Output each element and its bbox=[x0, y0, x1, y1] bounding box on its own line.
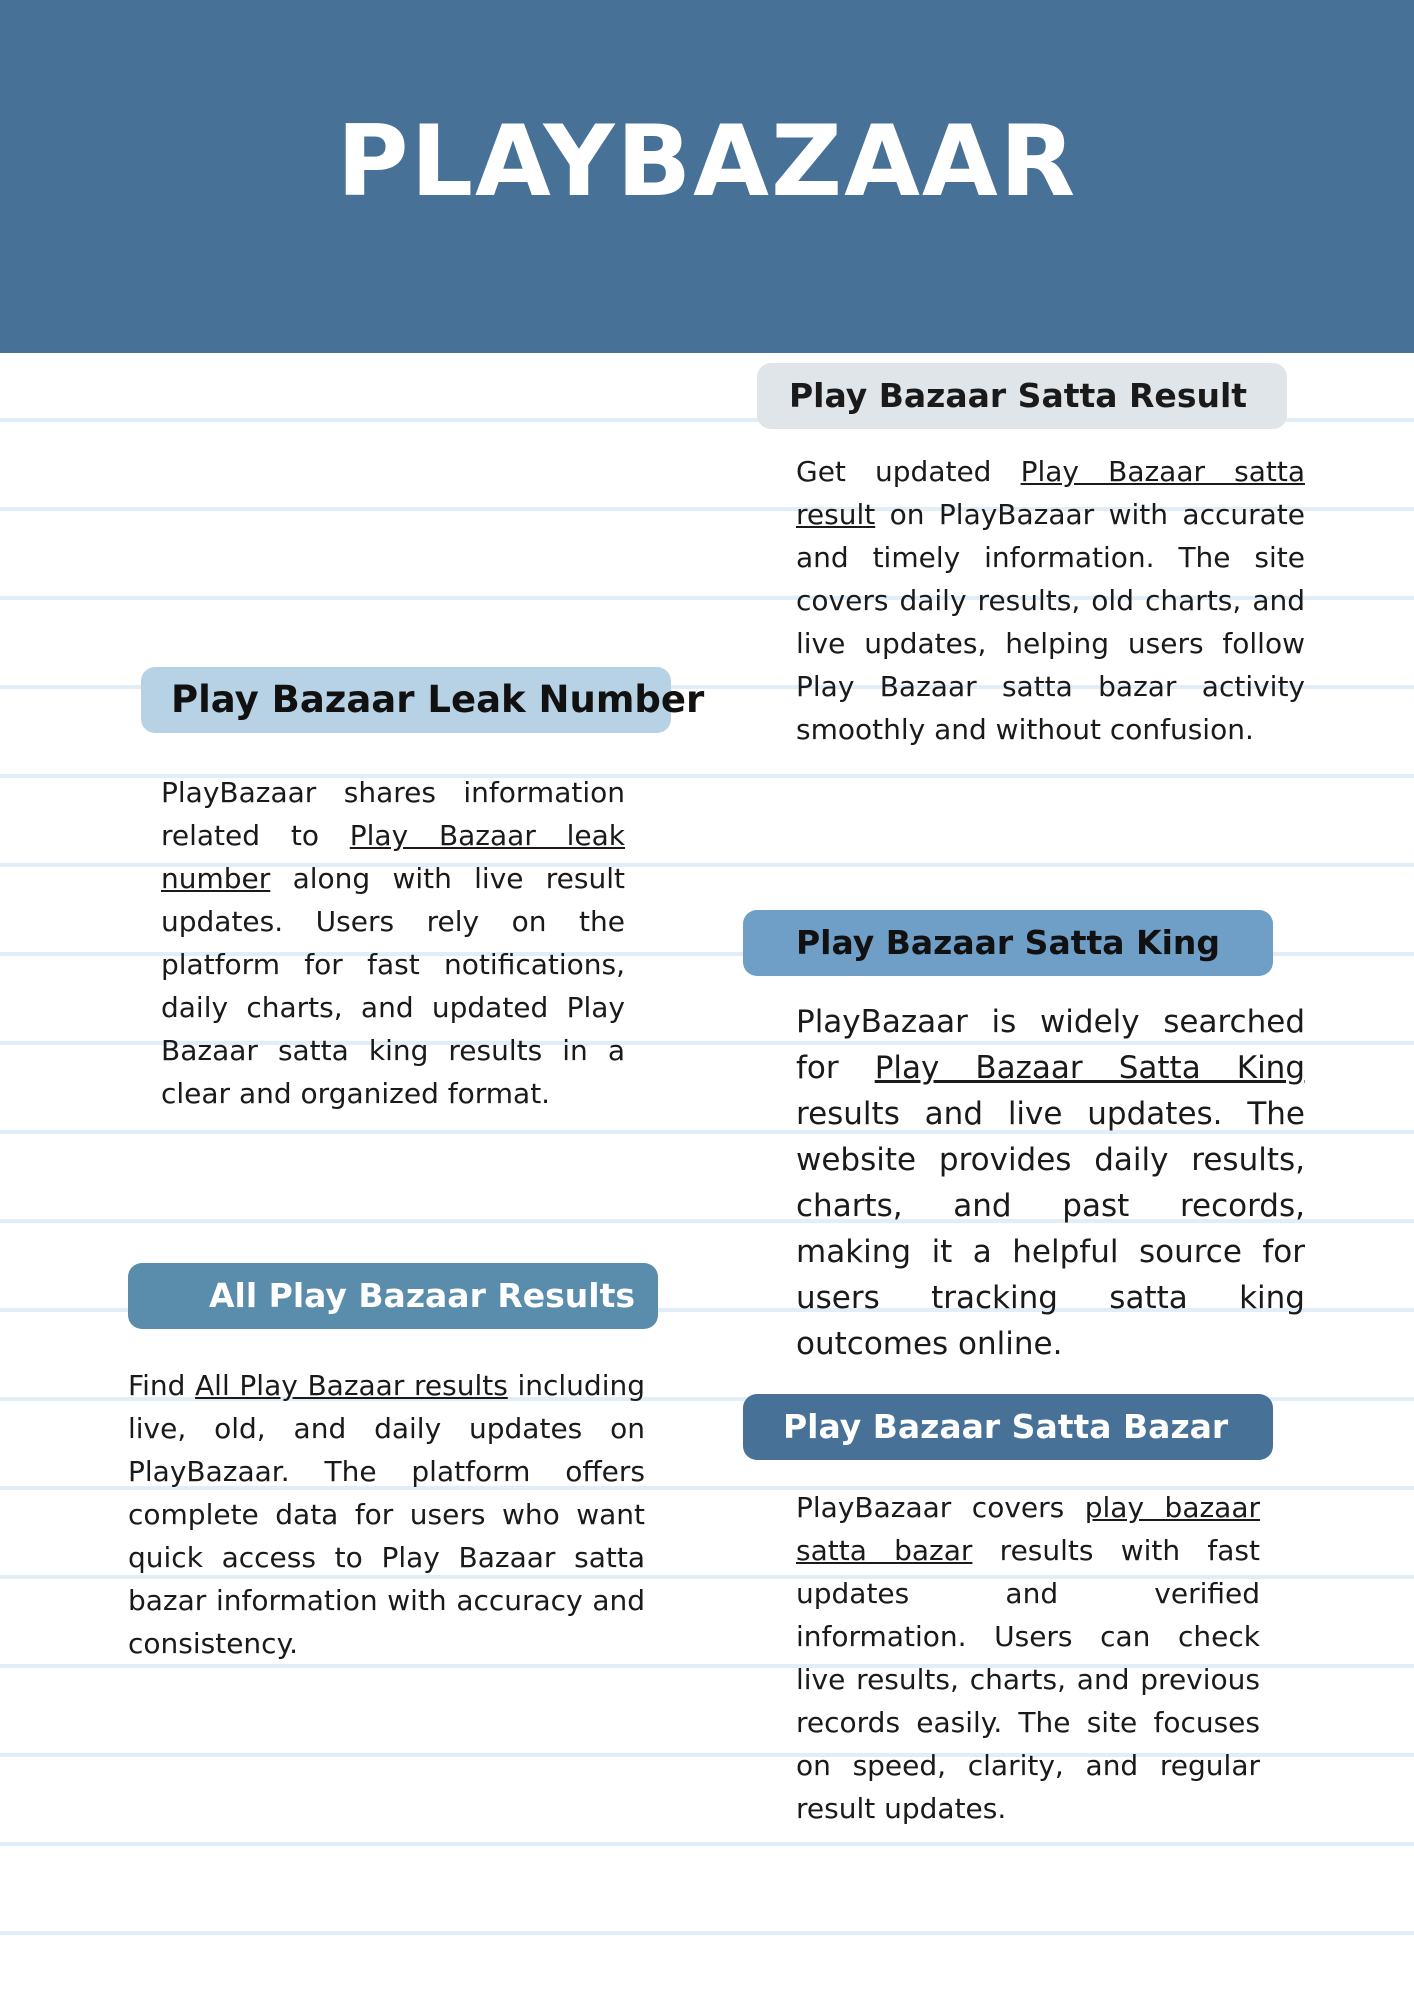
all-results-text: Find All Play Bazaar results including live, old, and daily updates on PlayBazaar. The platform offers complete data for users who want quick access to Play Bazaar satta bazar information with accuracy and consistency. bbox=[128, 1369, 645, 1660]
satta-result-heading bbox=[757, 363, 1287, 429]
satta-king-heading-text: Play Bazaar Satta King bbox=[796, 923, 1221, 962]
satta-result-heading-text: Play Bazaar Satta Result bbox=[789, 376, 1248, 415]
leak-number-heading-text: Play Bazaar Leak Number bbox=[171, 678, 705, 721]
all-results-link[interactable]: All Play Bazaar results bbox=[195, 1369, 508, 1402]
satta-bazar-link[interactable]: play bazaar satta bazar bbox=[796, 1491, 1261, 1567]
ruled-line bbox=[0, 1931, 1414, 1935]
all-results-heading-text: All Play Bazaar Results bbox=[209, 1276, 635, 1315]
ruled-line bbox=[0, 1842, 1414, 1846]
satta-bazar-heading-text: Play Bazaar Satta Bazar bbox=[783, 1407, 1229, 1446]
satta-king-link[interactable]: Play Bazaar Satta King bbox=[874, 1050, 1306, 1086]
satta-king-heading bbox=[743, 910, 1273, 976]
leak-number-heading bbox=[141, 667, 705, 733]
leak-number-link[interactable]: Play Bazaar leak number bbox=[161, 819, 626, 895]
leak-number-text: PlayBazaar shares information related to Play Bazaar leak number along with live result updates. Users rely on the platform for fast notifications, daily charts, and updated Play Bazaar satta king results in a clear and organized format. bbox=[161, 776, 626, 1110]
satta-result-text: Get updated Play Bazaar satta result on PlayBazaar with accurate and timely information. The site covers daily results, old charts, and live updates, helping users follow Play Bazaar satta bazar activity smoothly and without confusion. bbox=[796, 455, 1305, 746]
satta-king-text: PlayBazaar is widely searched for Play Bazaar Satta King results and live updates. The website provides daily results, charts, and past records, making it a helpful source for users tracking satta king outcomes online. bbox=[796, 1004, 1306, 1362]
satta-bazar-text: PlayBazaar covers play bazaar satta bazar results with fast updates and verified information. Users can check live results, charts, and previous records easily. The site focuses on speed, clarity, and regular result updates. bbox=[796, 1491, 1261, 1825]
all-results-heading bbox=[128, 1263, 658, 1329]
site-title: PLAYBAZAAR bbox=[336, 105, 1078, 219]
satta-bazar-heading bbox=[743, 1394, 1273, 1460]
header-banner bbox=[0, 0, 1414, 353]
satta-result-link[interactable]: Play Bazaar satta result bbox=[796, 455, 1305, 531]
